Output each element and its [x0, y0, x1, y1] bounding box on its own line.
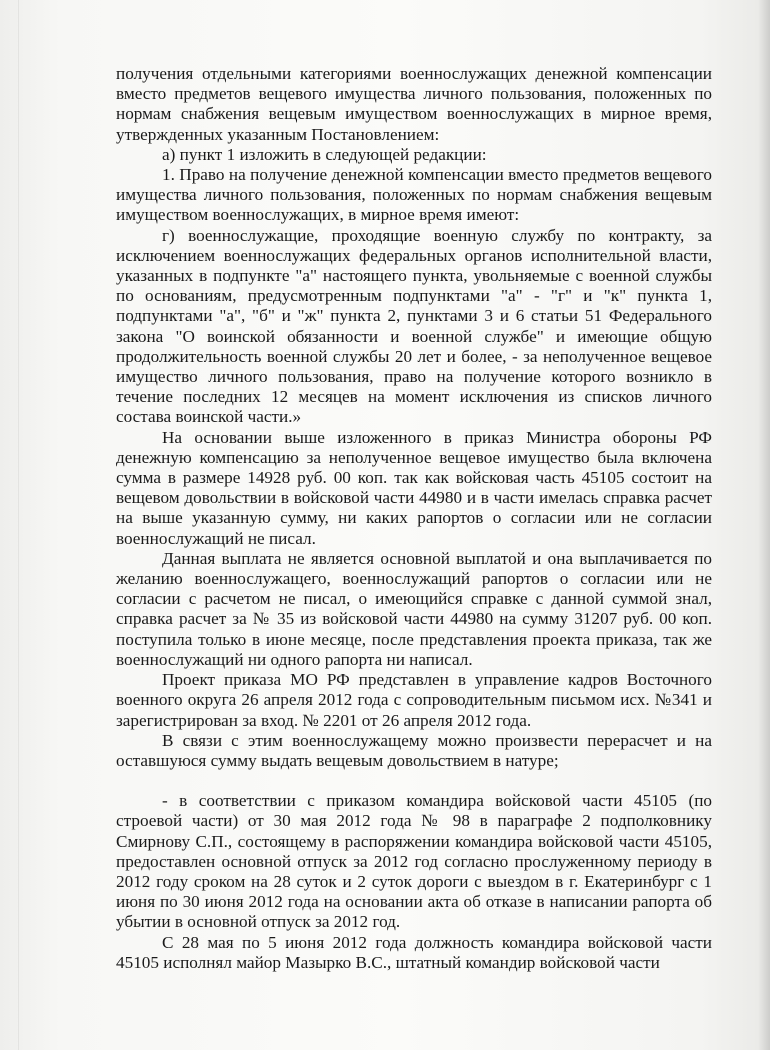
document-body	[116, 64, 712, 973]
paragraph-6: Данная выплата не является основной выплатой и она выплачивается по желанию военнослужащего, военнослужащий рапортов о согласии или не согласии с расчетом не писал, о имеющийся справке с данной суммой знал, справка расчет за № 35 из войсковой части 44980 на сумму 31207 руб. 00 коп. поступила только в июне месяце, после представления проекта приказа, так же военнослужащий ни одного рапорта ни написал.	[116, 548, 712, 669]
paragraph-gap	[116, 771, 712, 791]
paragraph-7: Проект приказа МО РФ представлен в управление кадров Восточного военного округа 26 апреля 2012 года с сопроводительным письмом исх. №341 и зарегистрирован за вход. № 2201 от 26 апреля 2012 года.	[116, 670, 712, 730]
paragraph-8: В связи с этим военнослужащему можно произвести перерасчет и на оставшуюся сумму выдать вещевым довольствием в натуре;	[116, 730, 712, 770]
page-edge-shadow	[758, 0, 770, 1050]
paragraph-4: г) военнослужащие, проходящие военную службу по контракту, за исключением военнослужащих федеральных органов исполнительной власти, указанных в подпункте "а" настоящего пункта, увольняемые с военной службы по основаниям, предусмотренным подпунктами "а" - "г" и "к" пункта 1, подпунктами "а", "б" и "ж" пункта 2, пунктами 3 и 6 статьи 51 Федерального закона "О воинской обязанности и военной службе" и имеющие общую продолжительность военной службы 20 лет и более, - за неполученное вещевое имущество личного пользования, право на получение которого возникло в течение последних 12 месяцев на момент исключения из списков личного состава воинской части.»	[116, 225, 712, 427]
paragraph-2: а) пункт 1 изложить в следующей редакции:	[162, 144, 487, 164]
paragraph-3: 1. Право на получение денежной компенсации вместо предметов вещевого имущества личного пользования, положенных по нормам снабжения вещевым имуществом военнослужащих, в мирное время имеют:	[116, 165, 712, 225]
page-fold-line	[18, 0, 19, 1050]
paragraph-1: получения отдельными категориями военнослужащих денежной компенсации вместо предметов вещевого имущества личного пользования, положенных по нормам снабжения вещевым имуществом военнослужащих в мирное время, утвержденных указанным Постановлением:	[116, 64, 712, 144]
paragraph-9: - в соответствии с приказом командира войсковой части 45105 (по строевой части) от 30 мая 2012 года № 98 в параграфе 2 подполковнику Смирнову С.П., состоящему в распоряжении командира войсковой части 45105, предоставлен основной отпуск за 2012 год согласно прослуженному периоду в 2012 году сроком на 28 суток и 2 суток дороги с выездом в г. Екатеринбург с 1 июня по 30 июня 2012 года на основании акта об отказе в написании рапорта об убытии в основной отпуск за 2012 год.	[116, 791, 712, 932]
paragraph-10: С 28 мая по 5 июня 2012 года должность командира войсковой части 45105 исполнял майор Мазырко В.С., штатный командир войсковой части	[116, 932, 712, 972]
paragraph-5: На основании выше изложенного в приказ Министра обороны РФ денежную компенсацию за неполученное вещевое имущество была включена сумма в размере 14928 руб. 00 коп. так как войсковая часть 45105 состоит на вещевом довольствии в войсковой части 44980 и в части имелась справка расчет на выше указанную сумму, ни каких рапортов о согласии или не согласии военнослужащий не писал.	[116, 427, 712, 548]
